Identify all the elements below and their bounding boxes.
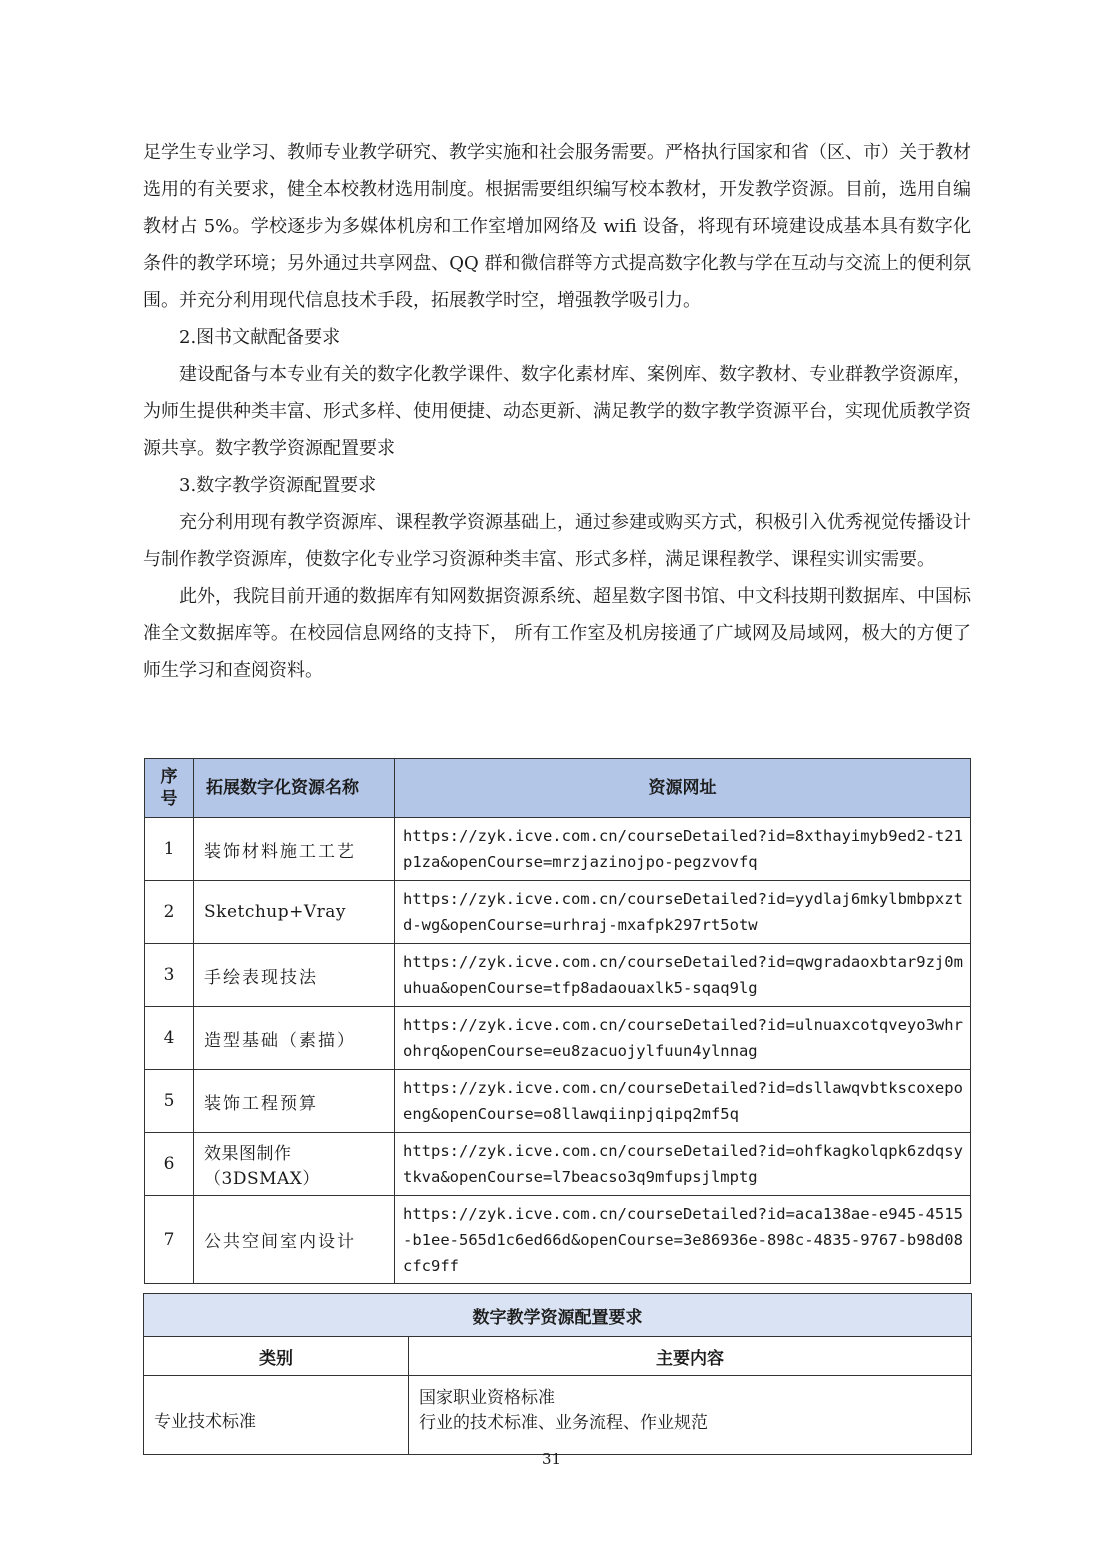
resource-name: Sketchup+Vray (194, 881, 395, 944)
table-row (145, 818, 971, 881)
paragraph: 足学生专业学习、教师专业教学研究、教学实施和社会服务需要。严格执行国家和省（区、市）关于教材选用的有关要求，健全本校教材选用制度。根据需要组织编写校本教材，开发教学资源。目前，选用自编教材占 5%。学校逐步为多媒体机房和工作室增加网络及 wifi 设备，将现有环境建设成基本具有数字化条件的教学环境；另外通过共享网盘、QQ 群和微信群等方式提高数字化教与学在互动与交流上的便利氛围。并充分利用现代信息技术手段，拓展教学时空，增强教学吸引力。 (143, 142, 971, 311)
content-cell (409, 1376, 972, 1455)
paragraph: 建设配备与本专业有关的数字化教学课件、数字化素材库、案例库、数字教材、专业群教学资源库，为师生提供种类丰富、形式多样、使用便捷、动态更新、满足教学的数字教学资源平台，实现优质教学资源共享。数字教学资源配置要求 (143, 364, 971, 459)
row-number: 3 (145, 944, 194, 1007)
resource-url[interactable]: https://zyk.icve.com.cn/courseDetailed?id=dsllawqvbtkscoxepoeng&openCourse=o8llawqiinpjqipq2mf5q (395, 1070, 971, 1133)
column-header-number: 序号 (145, 759, 194, 818)
table-row (145, 1007, 971, 1070)
column-header-name: 拓展数字化资源名称 (194, 759, 395, 818)
resource-name: 公共空间室内设计 (194, 1196, 395, 1284)
row-number: 7 (145, 1196, 194, 1284)
row-number: 6 (145, 1133, 194, 1196)
resource-url[interactable]: https://zyk.icve.com.cn/courseDetailed?id=ohfkagkolqpk6zdqsytkva&openCourse=l7beacso3q9mfupsjlmptg (395, 1133, 971, 1196)
table-row (145, 1070, 971, 1133)
content-line: 行业的技术标准、业务流程、作业规范 (419, 1413, 708, 1433)
resource-name: 装饰材料施工工艺 (194, 818, 395, 881)
category-cell: 专业技术标准 (144, 1376, 409, 1455)
table-row (145, 1133, 971, 1196)
paragraph: 此外，我院目前开通的数据库有知网数据资源系统、超星数字图书馆、中文科技期刊数据库、中国标准全文数据库等。在校园信息网络的支持下， 所有工作室及机房接通了广域网及局域网，极大的方便了师生学习和查阅资料。 (143, 586, 971, 681)
content-line: 国家职业资格标准 (419, 1388, 555, 1408)
config-table-caption: 数字教学资源配置要求 (144, 1294, 972, 1337)
resource-url[interactable]: https://zyk.icve.com.cn/courseDetailed?id=ulnuaxcotqveyo3whrohrq&openCourse=eu8zacuojylfuun4ylnnag (395, 1007, 971, 1070)
resource-name: 造型基础（素描） (194, 1007, 395, 1070)
table-row (145, 881, 971, 944)
table-row (145, 944, 971, 1007)
column-header-content: 主要内容 (409, 1337, 972, 1376)
section-heading: 2.图书文献配备要求 (179, 327, 341, 348)
table-row (144, 1376, 972, 1455)
body-text (143, 134, 971, 689)
row-number: 2 (145, 881, 194, 944)
table-header-row (144, 1337, 972, 1376)
table-header-row (145, 759, 971, 818)
page-number: 31 (541, 1450, 562, 1468)
resource-url[interactable]: https://zyk.icve.com.cn/courseDetailed?id=8xthayimyb9ed2-t21p1za&openCourse=mrzjazinojpo-pegzvovfq (395, 818, 971, 881)
table-row (145, 1196, 971, 1284)
row-number: 5 (145, 1070, 194, 1133)
resource-url[interactable]: https://zyk.icve.com.cn/courseDetailed?id=aca138ae-e945-4515-b1ee-565d1c6ed66d&openCourse=3e86936e-898c-4835-9767-b98d08cfc9ff (395, 1196, 971, 1284)
resource-name: 装饰工程预算 (194, 1070, 395, 1133)
row-number: 4 (145, 1007, 194, 1070)
resource-name: 效果图制作（3DSMAX） (194, 1133, 395, 1196)
row-number: 1 (145, 818, 194, 881)
resource-url[interactable]: https://zyk.icve.com.cn/courseDetailed?id=yydlaj6mkylbmbpxztd-wg&openCourse=urhraj-mxafpk297rt5otw (395, 881, 971, 944)
resource-table (144, 758, 971, 1284)
resource-url[interactable]: https://zyk.icve.com.cn/courseDetailed?id=qwgradaoxbtar9zj0muhua&openCourse=tfp8adaouaxlk5-sqaq9lg (395, 944, 971, 1007)
column-header-category: 类别 (144, 1337, 409, 1376)
paragraph: 充分利用现有教学资源库、课程教学资源基础上，通过参建或购买方式，积极引入优秀视觉传播设计与制作教学资源库，使数字化专业学习资源种类丰富、形式多样，满足课程教学、课程实训实需要。 (143, 512, 971, 570)
config-table (143, 1293, 972, 1455)
column-header-url: 资源网址 (395, 759, 971, 818)
section-heading: 3.数字教学资源配置要求 (179, 475, 377, 496)
resource-name: 手绘表现技法 (194, 944, 395, 1007)
